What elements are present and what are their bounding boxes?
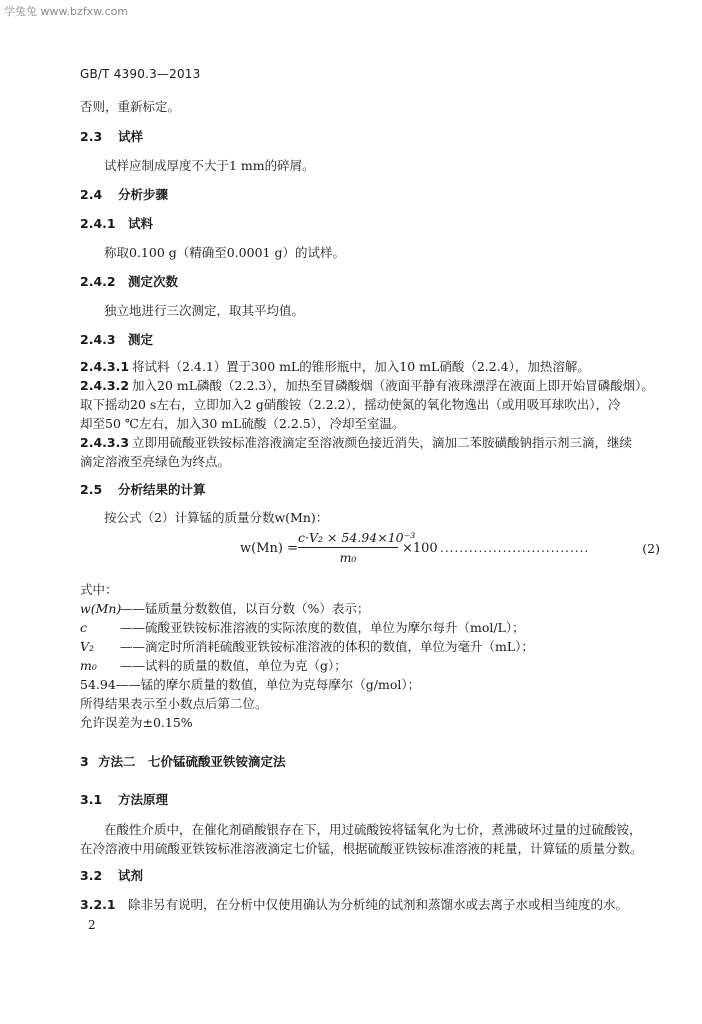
clause-number: 3.2.1 xyxy=(80,897,116,912)
section-heading-3-2 xyxy=(80,866,143,884)
clause-text-continued: 取下摇动20 s左右，立即加入2 g硝酸铵（2.2.2），摇动使氮的氧化物逸出（或用吸耳球吹出），冷 xyxy=(80,397,621,412)
result-note: 所得结果表示至小数点后第二位。 xyxy=(80,696,268,711)
section-number: 2.3 xyxy=(80,129,103,144)
where-symbol: V₂ xyxy=(80,639,95,654)
formula-leader-dots: ............................... xyxy=(440,541,590,555)
paragraph: 否则，重新标定。 xyxy=(80,99,181,114)
section-number: 2.4.1 xyxy=(80,216,116,231)
section-heading-2-4-2 xyxy=(80,272,178,290)
fraction-bar xyxy=(298,547,398,548)
paragraph-continued: 在冷溶液中用硫酸亚铁铵标准溶液滴定七价锰，根据硫酸亚铁铵标准溶液的耗量，计算锰的质量分数。 xyxy=(80,841,643,856)
section-heading-2-4-3 xyxy=(80,330,153,348)
section-title: 测定次数 xyxy=(128,274,179,289)
clause-2-4-3-3 xyxy=(80,433,632,451)
clause-number: 2.4.3.1 xyxy=(80,359,130,374)
clause-number: 2.4.3.2 xyxy=(80,378,130,393)
watermark: 学兔兔 www.bzfxw.com xyxy=(4,5,129,18)
where-item xyxy=(80,675,420,693)
section-heading-3 xyxy=(80,752,286,770)
page-number: 2 xyxy=(88,918,96,932)
where-symbol: m₀ xyxy=(80,658,97,673)
section-number: 3.2 xyxy=(80,868,103,883)
section-number: 2.4.3 xyxy=(80,332,116,347)
where-symbol: w(Mn) xyxy=(80,601,122,616)
section-title: 试剂 xyxy=(118,868,144,883)
formula-2 xyxy=(240,530,660,574)
section-title: 方法原理 xyxy=(118,792,169,807)
section-title: 试样 xyxy=(118,129,144,144)
clause-text: 除非另有说明，在分析中仅使用确认为分析纯的试剂和蒸馏水或去离子水或相当纯度的水。 xyxy=(128,897,629,912)
section-heading-3-1 xyxy=(80,790,168,808)
paragraph: 在酸性介质中，在催化剂硝酸银存在下，用过硫酸铵将锰氧化为七价，煮沸破坏过量的过硫酸铵， xyxy=(104,822,642,837)
section-number: 2.4 xyxy=(80,187,103,202)
where-desc: ——滴定时所消耗硫酸亚铁铵标准溶液的体积的数值，单位为毫升（mL）； xyxy=(120,639,534,654)
section-title: 方法二 七价锰硫酸亚铁铵滴定法 xyxy=(98,754,286,769)
formula-lhs: w(Mn) = xyxy=(240,541,298,556)
formula-numerator: c·V₂ × 54.94×10⁻³ xyxy=(298,530,416,545)
section-heading-2-3 xyxy=(80,127,143,145)
section-heading-2-4-1 xyxy=(80,214,153,232)
clause-text-continued: 却至50 ℃左右，加入30 mL硫酸（2.2.5），冷却至室温。 xyxy=(80,416,405,431)
clause-3-2-1 xyxy=(80,895,628,913)
section-number: 2.4.2 xyxy=(80,274,116,289)
formula-fraction xyxy=(298,530,416,565)
where-symbol: c xyxy=(80,620,88,635)
section-title: 分析步骤 xyxy=(118,187,169,202)
where-item xyxy=(80,656,347,674)
where-desc: ——锰质量分数数值，以百分数（%）表示； xyxy=(120,601,370,616)
section-heading-2-4 xyxy=(80,185,168,203)
where-title: 式中： xyxy=(80,582,118,597)
section-number: 2.5 xyxy=(80,482,103,497)
formula-denominator: m₀ xyxy=(339,550,357,565)
standard-number-header: GB/T 4390.3—2013 xyxy=(80,67,201,81)
clause-text: 立即用硫酸亚铁铵标准溶液滴定至溶液颜色接近消失，滴加二苯胺磺酸钠指示剂三滴，继续 xyxy=(132,435,633,450)
formula-multiplier: ×100 xyxy=(402,541,438,556)
where-desc: ——试料的质量的数值，单位为克（g）； xyxy=(120,658,347,673)
paragraph: 按公式（2）计算锰的质量分数w(Mn)： xyxy=(104,510,329,525)
section-number: 3 xyxy=(80,754,89,769)
paragraph: 试样应制成厚度不大于1 mm的碎屑。 xyxy=(104,158,315,173)
clause-text-continued: 滴定溶液至亮绿色为终点。 xyxy=(80,454,231,469)
clause-text: 将试料（2.4.1）置于300 mL的锥形瓶中，加入10 mL硝酸（2.2.4），加热溶解。 xyxy=(132,359,590,374)
clause-2-4-3-1 xyxy=(80,357,590,375)
where-desc: ——硫酸亚铁铵标准溶液的实际浓度的数值，单位为摩尔每升（mol/L）； xyxy=(120,620,525,635)
clause-text: 加入20 mL磷酸（2.2.3），加热至冒磷酸烟（液面平静有液珠漂浮在液面上即开始冒磷酸烟）。 xyxy=(132,378,654,393)
paragraph: 称取0.100 g（精确至0.0001 g）的试样。 xyxy=(104,245,345,260)
paragraph: 独立地进行三次测定，取其平均值。 xyxy=(104,303,305,318)
section-title: 分析结果的计算 xyxy=(118,482,206,497)
where-symbol: 54.94 xyxy=(80,677,116,692)
section-number: 3.1 xyxy=(80,792,103,807)
clause-2-4-3-2 xyxy=(80,376,654,394)
section-heading-2-5 xyxy=(80,480,206,498)
where-item xyxy=(80,637,534,655)
section-title: 测定 xyxy=(128,332,154,347)
where-item xyxy=(80,599,369,617)
tolerance-note: 允许误差为±0.15% xyxy=(80,715,193,730)
section-title: 试料 xyxy=(128,216,154,231)
where-desc: ——锰的摩尔质量的数值，单位为克每摩尔（g/mol）； xyxy=(115,677,421,692)
formula-number: (2) xyxy=(642,541,660,556)
where-item xyxy=(80,618,525,636)
clause-number: 2.4.3.3 xyxy=(80,435,130,450)
